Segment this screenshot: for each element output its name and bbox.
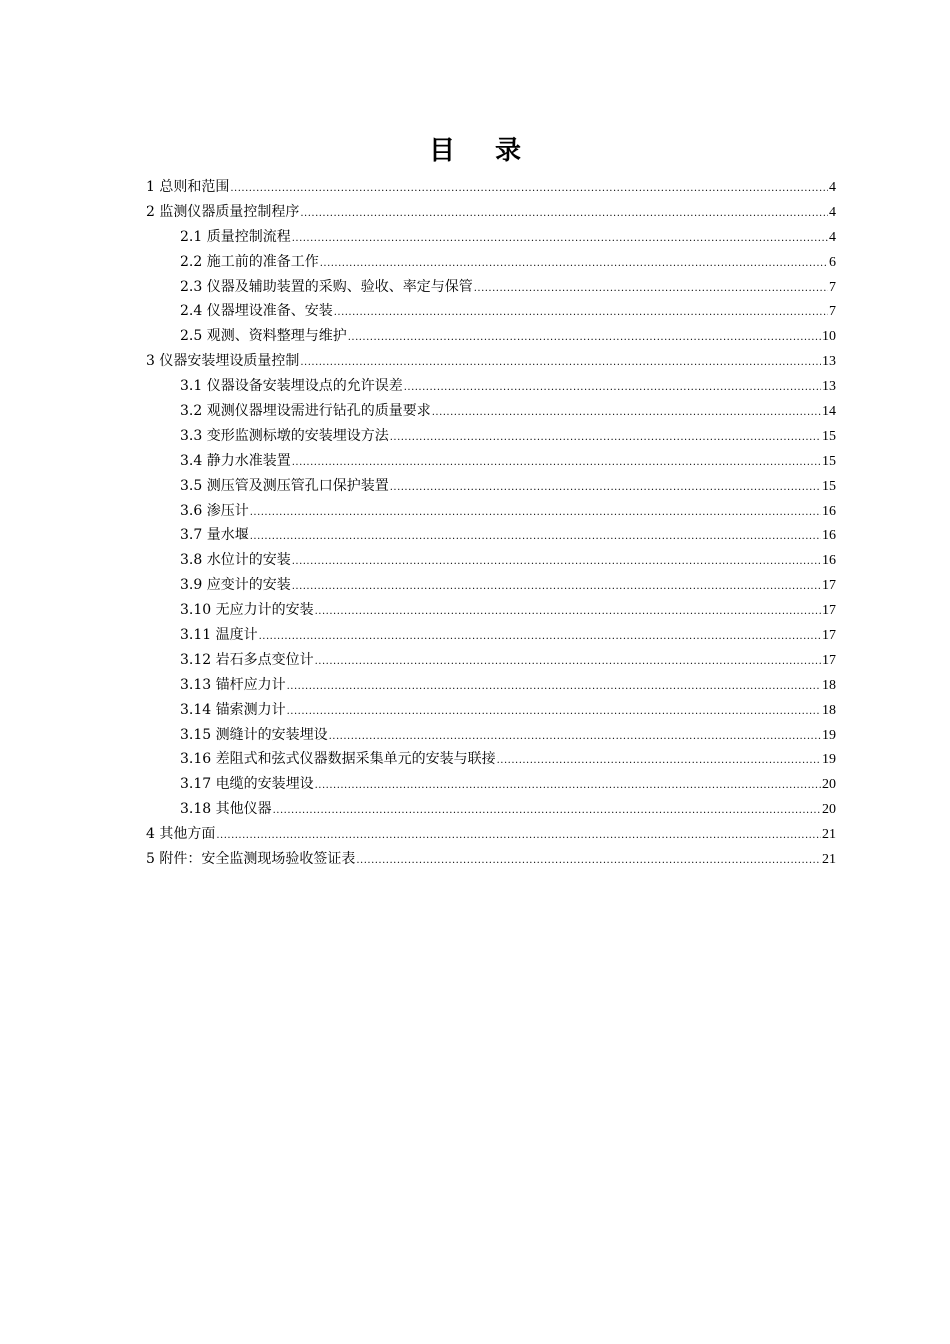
toc-entry-page: 17 xyxy=(822,652,836,668)
dot-leader xyxy=(250,501,821,526)
dot-leader xyxy=(315,600,821,625)
toc-entry-label: 1 总则和范围 xyxy=(146,179,230,195)
toc-entry-label: 2.1 质量控制流程 xyxy=(180,228,291,245)
toc-title-char-2: 录 xyxy=(495,136,522,166)
toc-entry-label: 3.11 温度计 xyxy=(180,627,258,644)
toc-entry-page: 19 xyxy=(822,727,836,743)
toc-entry-page: 10 xyxy=(822,329,836,345)
toc-list xyxy=(146,175,836,872)
toc-entry[interactable] xyxy=(146,623,836,648)
toc-entry-page: 16 xyxy=(822,528,836,544)
toc-entry-page: 16 xyxy=(822,553,836,569)
toc-entry-label: 3 仪器安装埋设质量控制 xyxy=(146,353,300,370)
dot-leader xyxy=(292,451,821,476)
dot-leader xyxy=(259,625,821,650)
dot-leader xyxy=(287,700,821,725)
toc-entry[interactable] xyxy=(146,324,836,349)
toc-entry[interactable] xyxy=(146,474,836,499)
toc-entry-page: 15 xyxy=(822,478,836,494)
toc-entry-label: 5 附件：安全监测现场验收签证表 xyxy=(146,851,356,868)
toc-entry-page: 20 xyxy=(822,802,836,818)
toc-entry-label: 3.12 岩石多点变位计 xyxy=(180,651,314,668)
toc-entry[interactable] xyxy=(146,349,836,374)
dot-leader xyxy=(404,376,821,401)
toc-entry[interactable] xyxy=(146,772,836,797)
dot-leader xyxy=(390,476,821,501)
dot-leader xyxy=(300,351,821,376)
toc-entry-label: 2 监测仪器质量控制程序 xyxy=(146,203,300,220)
toc-entry-label: 3.15 测缝计的安装埋设 xyxy=(180,726,328,743)
toc-entry-page: 14 xyxy=(822,404,836,420)
toc-entry-label: 3.5 测压管及测压管孔口保护装置 xyxy=(180,477,389,494)
dot-leader xyxy=(348,326,821,351)
toc-entry[interactable] xyxy=(146,399,836,424)
toc-entry-label: 3.10 无应力计的安装 xyxy=(180,602,314,619)
toc-entry[interactable] xyxy=(146,548,836,573)
toc-entry[interactable] xyxy=(146,250,836,275)
toc-entry-label: 3.14 锚索测力计 xyxy=(180,701,286,718)
toc-entry[interactable] xyxy=(146,374,836,399)
dot-leader xyxy=(287,675,821,700)
toc-title-char-1: 目 xyxy=(428,136,455,166)
toc-entry-page: 13 xyxy=(822,379,836,395)
dot-leader xyxy=(216,824,821,849)
toc-entry-page: 17 xyxy=(822,603,836,619)
toc-entry-page: 17 xyxy=(822,578,836,594)
toc-entry-page: 18 xyxy=(822,702,836,718)
toc-entry-label: 3.3 变形监测标墩的安装埋设方法 xyxy=(180,427,389,444)
toc-entry[interactable] xyxy=(146,523,836,548)
toc-entry-label: 3.2 观测仪器埋设需进行钻孔的质量要求 xyxy=(180,403,431,420)
toc-entry[interactable] xyxy=(146,424,836,449)
toc-entry[interactable] xyxy=(146,648,836,673)
toc-entry[interactable] xyxy=(146,299,836,324)
dot-leader xyxy=(390,426,821,451)
toc-entry-page: 15 xyxy=(822,453,836,469)
toc-entry-label: 3.4 静力水准装置 xyxy=(180,452,291,469)
toc-entry-label: 2.3 仪器及辅助装置的采购、验收、率定与保管 xyxy=(180,278,473,295)
toc-entry-page: 17 xyxy=(822,628,836,644)
dot-leader xyxy=(315,650,821,675)
dot-leader xyxy=(250,525,821,550)
dot-leader xyxy=(497,749,821,774)
toc-entry-page: 16 xyxy=(822,503,836,519)
dot-leader xyxy=(334,301,828,326)
toc-entry-page: 13 xyxy=(822,354,836,370)
toc-entry[interactable] xyxy=(146,200,836,225)
dot-leader xyxy=(329,725,821,750)
toc-entry-page: 4 xyxy=(829,180,836,195)
toc-entry-page: 7 xyxy=(829,279,836,295)
dot-leader xyxy=(315,774,821,799)
toc-entry-label: 3.1 仪器设备安装埋设点的允许误差 xyxy=(180,378,403,395)
toc-entry-page: 18 xyxy=(822,677,836,693)
toc-entry-label: 3.13 锚杆应力计 xyxy=(180,676,286,693)
toc-entry[interactable] xyxy=(146,698,836,723)
toc-entry[interactable] xyxy=(146,747,836,772)
toc-entry-label: 2.4 仪器埋设准备、安装 xyxy=(180,303,333,320)
toc-entry-label: 3.17 电缆的安装埋设 xyxy=(180,776,314,793)
toc-entry[interactable] xyxy=(146,275,836,300)
toc-entry[interactable] xyxy=(146,847,836,872)
dot-leader xyxy=(474,277,828,302)
toc-entry[interactable] xyxy=(146,822,836,847)
dot-leader xyxy=(320,252,828,277)
toc-entry-label: 2.5 观测、资料整理与维护 xyxy=(180,328,347,345)
toc-entry[interactable] xyxy=(146,673,836,698)
toc-title xyxy=(0,134,950,168)
toc-entry[interactable] xyxy=(146,598,836,623)
toc-entry-page: 20 xyxy=(822,777,836,793)
toc-entry-page: 21 xyxy=(822,827,836,843)
toc-entry-label: 3.9 应变计的安装 xyxy=(180,577,291,594)
dot-leader xyxy=(432,401,821,426)
toc-entry[interactable] xyxy=(146,573,836,598)
toc-entry-page: 7 xyxy=(829,304,836,320)
toc-entry-page: 19 xyxy=(822,752,836,768)
toc-entry-page: 21 xyxy=(822,852,836,868)
toc-entry-label: 3.16 差阻式和弦式仪器数据采集单元的安装与联接 xyxy=(180,751,496,768)
toc-entry[interactable] xyxy=(146,175,836,200)
toc-entry-page: 4 xyxy=(829,229,836,245)
dot-leader xyxy=(230,177,828,202)
toc-entry[interactable] xyxy=(146,499,836,524)
dot-leader xyxy=(273,799,821,824)
toc-entry[interactable] xyxy=(146,723,836,748)
toc-entry-label: 3.18 其他仪器 xyxy=(180,801,272,818)
toc-entry-label: 3.8 水位计的安装 xyxy=(180,552,291,569)
toc-entry[interactable] xyxy=(146,797,836,822)
toc-entry-label: 3.6 渗压计 xyxy=(180,502,249,519)
toc-entry-label: 2.2 施工前的准备工作 xyxy=(180,253,319,270)
dot-leader xyxy=(300,202,828,227)
toc-entry-label: 4 其他方面 xyxy=(146,826,216,843)
toc-entry[interactable] xyxy=(146,225,836,250)
toc-entry-label: 3.7 量水堰 xyxy=(180,527,249,544)
toc-entry-page: 6 xyxy=(829,254,836,270)
toc-entry[interactable] xyxy=(146,449,836,474)
dot-leader xyxy=(292,575,821,600)
dot-leader xyxy=(356,849,821,874)
toc-entry-page: 4 xyxy=(829,204,836,220)
dot-leader xyxy=(292,227,828,252)
toc-entry-page: 15 xyxy=(822,428,836,444)
dot-leader xyxy=(292,550,821,575)
